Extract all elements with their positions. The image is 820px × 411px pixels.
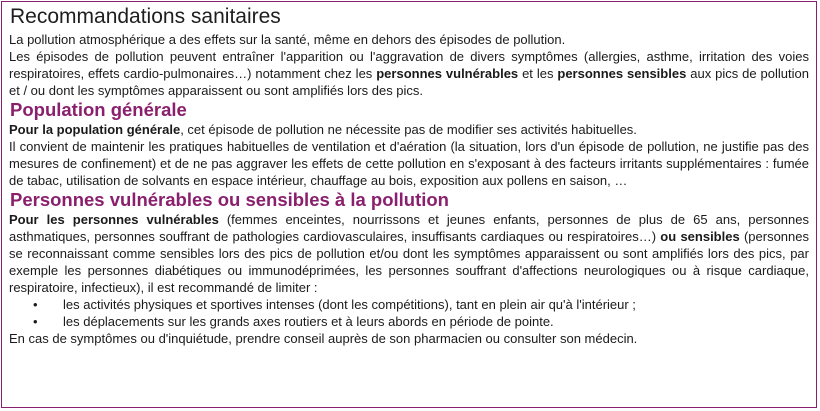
general-bold-lead: Pour la population générale (9, 122, 181, 137)
list-item: • les déplacements sur les grands axes routiers et à leurs abords en période de pointe. (33, 313, 809, 330)
section-heading-vulnerable: Personnes vulnérables ou sensibles à la pollution (10, 189, 449, 210)
intro-paragraph-1: La pollution atmosphérique a des effets sur la santé, même en dehors des épisodes de pollution. (9, 32, 566, 47)
recommendations-panel (1, 1, 817, 408)
section-heading-general: Population générale (10, 99, 187, 120)
limit-list (9, 296, 809, 330)
intro-paragraph-2 (9, 48, 809, 99)
page-title: Recommandations sanitaires (10, 5, 281, 28)
vulnerable-text-2: (personnes se reconnaissant comme sensibles lors des pics de pollution et/ou dont les symptômes apparaissent ou sont amplifiés lors des pics, par exemple les personnes diabétiques ou immunodéprimées, les personnes souffrant d'affections neurologiques ou à risque cardiaque, respiratoire, infectieux), il est recommandé de limiter : (9, 229, 810, 295)
vulnerable-bold-lead: Pour les personnes vulnérables (9, 212, 219, 227)
general-text-rest: , cet épisode de pollution ne nécessite pas de modifier ses activités habituelles. (180, 122, 637, 137)
list-item: • les activités physiques et sportives intenses (dont les compétitions), tant en plein air qu'à l'intérieur ; (33, 296, 809, 313)
general-paragraph-1 (9, 121, 809, 138)
general-paragraph-2: Il convient de maintenir les pratiques habituelles de ventilation et d'aération (la situation, lors d'un épisode de pollution, ne justifie pas des mesures de confinement) et de ne pas aggraver les effets de cette pollution en s'exposant à des facteurs irritants supplémentaires : fumée de tabac, utilisation de solvants en espace intérieur, chauffage au bois, exposition aux pollens en saison, … (9, 139, 809, 188)
intro-text-end: aux pics de pollution et / ou dont les symptômes apparaissent ou sont amplifiés lors des pics. (9, 66, 809, 98)
intro-text-mid: et les (518, 66, 558, 81)
closing-paragraph: En cas de symptômes ou d'inquiétude, prendre conseil auprès de son pharmacien ou consulter son médecin. (9, 331, 638, 346)
intro-text-start: Les épisodes de pollution peuvent entraîner l'apparition ou l'aggravation de divers symptômes (allergies, asthme, irritation des voies respiratoires, effets cardio-pulmonaires…) notamment chez les (9, 49, 809, 81)
intro-bold-vulnerable: personnes vulnérables (376, 66, 519, 81)
intro-bold-sensitive: personnes sensibles (557, 66, 687, 81)
vulnerable-paragraph (9, 211, 809, 296)
vulnerable-bold-sensitive: ou sensibles (660, 229, 740, 244)
vulnerable-text-1: (femmes enceintes, nourrissons et jeunes enfants, personnes de plus de 65 ans, personnes asthmatiques, personnes souffrant de pathologies cardiovasculaires, insuffisants cardiaques ou respiratoires…) (9, 212, 809, 244)
